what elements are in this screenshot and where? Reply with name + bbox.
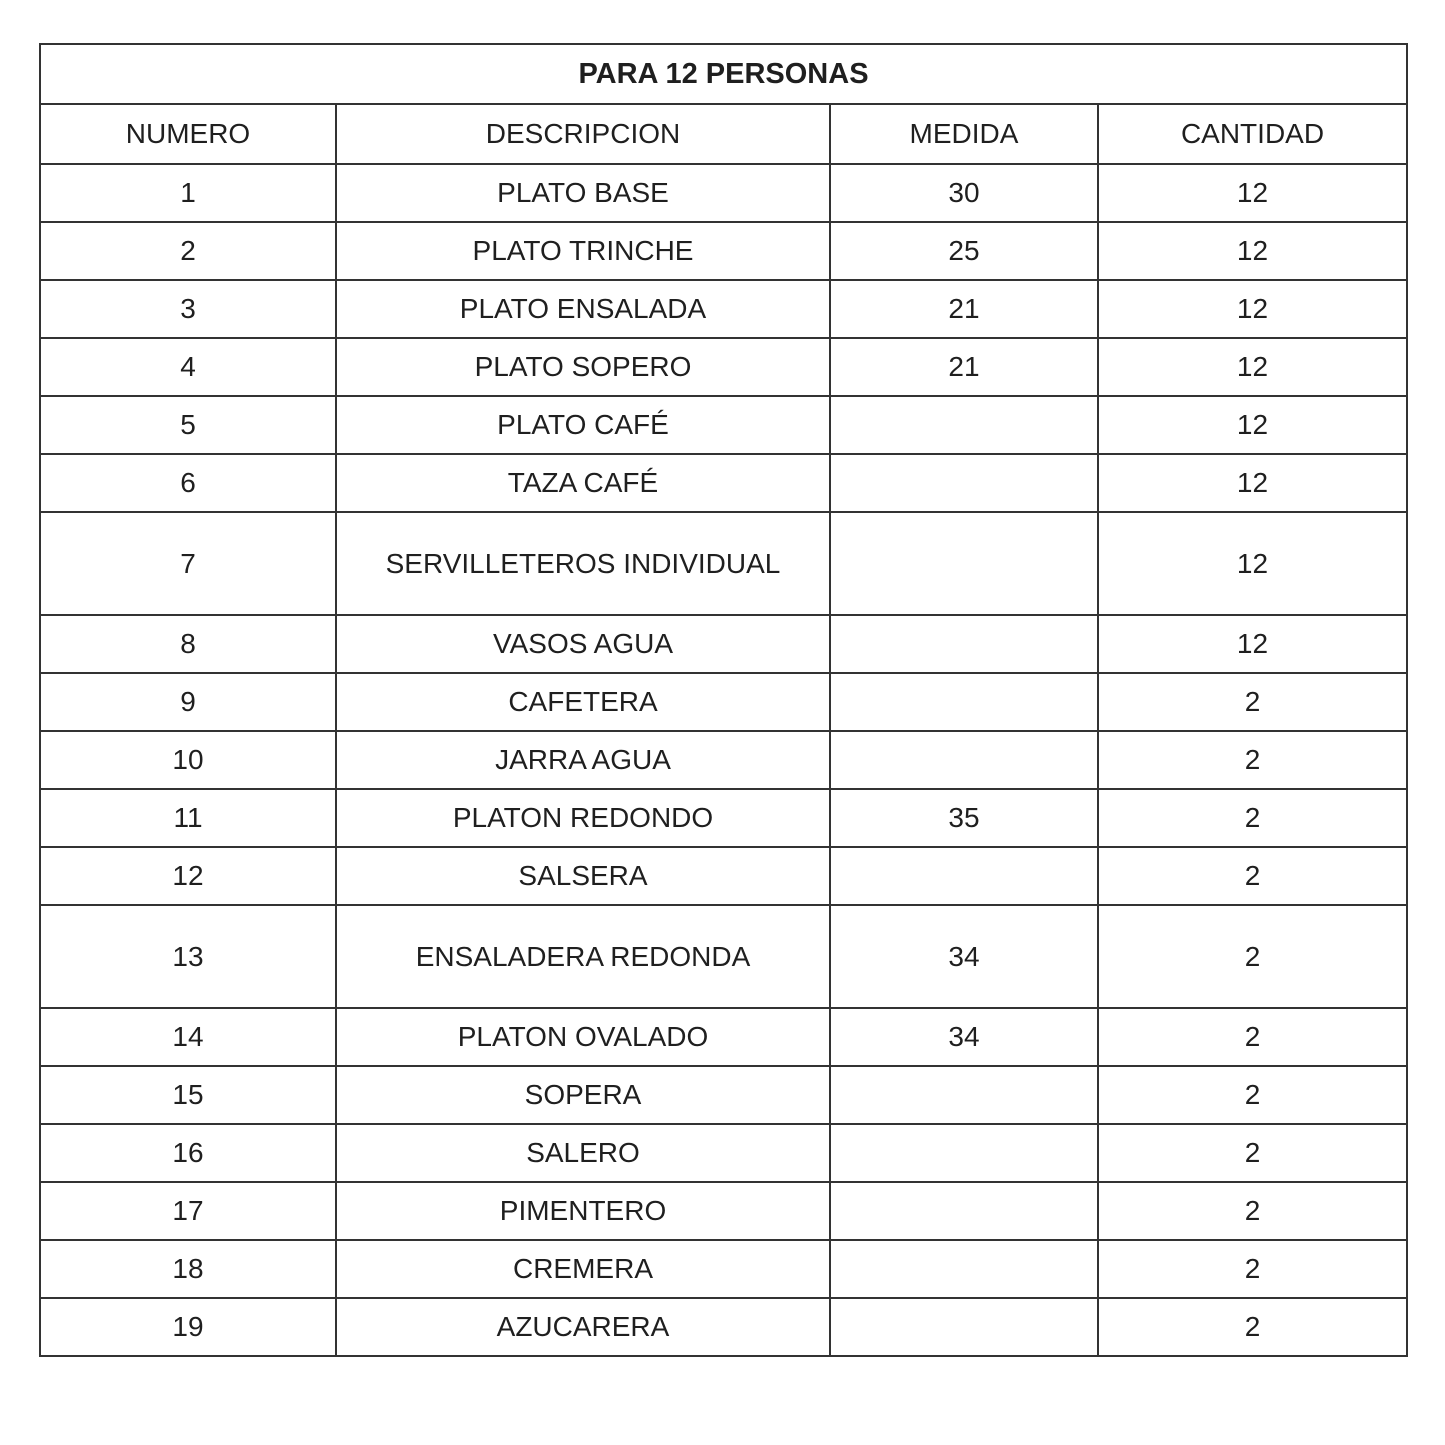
- table-row: [40, 338, 1407, 396]
- cell-medida: [830, 847, 1098, 905]
- cell-cantidad: 2: [1098, 731, 1407, 789]
- table-row: [40, 615, 1407, 673]
- cell-numero: 2: [40, 222, 336, 280]
- cell-descripcion: PLATON OVALADO: [336, 1008, 830, 1066]
- cell-numero: 6: [40, 454, 336, 512]
- table-header-row: [40, 104, 1407, 164]
- cell-cantidad: 2: [1098, 789, 1407, 847]
- cell-descripcion: TAZA CAFÉ: [336, 454, 830, 512]
- cell-medida: [830, 454, 1098, 512]
- table-row: [40, 396, 1407, 454]
- cell-descripcion: PLATO SOPERO: [336, 338, 830, 396]
- table-title: PARA 12 PERSONAS: [40, 44, 1407, 104]
- cell-cantidad: 12: [1098, 396, 1407, 454]
- document-sheet: [39, 43, 1408, 1357]
- table-row: [40, 1008, 1407, 1066]
- column-header-medida: MEDIDA: [830, 104, 1098, 164]
- cell-descripcion: SALERO: [336, 1124, 830, 1182]
- cell-numero: 9: [40, 673, 336, 731]
- cell-descripcion: JARRA AGUA: [336, 731, 830, 789]
- table-row: [40, 905, 1407, 1008]
- cell-numero: 1: [40, 164, 336, 222]
- cell-cantidad: 12: [1098, 280, 1407, 338]
- cell-cantidad: 2: [1098, 1124, 1407, 1182]
- table-row: [40, 731, 1407, 789]
- table-row: [40, 1124, 1407, 1182]
- cell-cantidad: 2: [1098, 1240, 1407, 1298]
- table-row: [40, 847, 1407, 905]
- cell-descripcion: VASOS AGUA: [336, 615, 830, 673]
- cell-cantidad: 2: [1098, 1182, 1407, 1240]
- cell-numero: 8: [40, 615, 336, 673]
- cell-numero: 15: [40, 1066, 336, 1124]
- cell-medida: 35: [830, 789, 1098, 847]
- cell-cantidad: 12: [1098, 222, 1407, 280]
- table-row: [40, 164, 1407, 222]
- cell-numero: 3: [40, 280, 336, 338]
- cell-medida: 30: [830, 164, 1098, 222]
- column-header-cantidad: CANTIDAD: [1098, 104, 1407, 164]
- table-row: [40, 1066, 1407, 1124]
- cell-medida: 25: [830, 222, 1098, 280]
- table-row: [40, 1182, 1407, 1240]
- cell-numero: 7: [40, 512, 336, 615]
- cell-medida: [830, 396, 1098, 454]
- cell-descripcion: AZUCARERA: [336, 1298, 830, 1356]
- cell-medida: [830, 673, 1098, 731]
- column-header-descripcion: DESCRIPCION: [336, 104, 830, 164]
- cell-descripcion: PLATO BASE: [336, 164, 830, 222]
- cell-descripcion: PLATO TRINCHE: [336, 222, 830, 280]
- cell-cantidad: 2: [1098, 1066, 1407, 1124]
- cell-cantidad: 12: [1098, 454, 1407, 512]
- table-row: [40, 1240, 1407, 1298]
- cell-numero: 18: [40, 1240, 336, 1298]
- cell-descripcion: SOPERA: [336, 1066, 830, 1124]
- table-row: [40, 512, 1407, 615]
- cell-cantidad: 2: [1098, 673, 1407, 731]
- cell-numero: 4: [40, 338, 336, 396]
- cell-descripcion: PIMENTERO: [336, 1182, 830, 1240]
- table-row: [40, 454, 1407, 512]
- cell-numero: 11: [40, 789, 336, 847]
- cell-descripcion: PLATON REDONDO: [336, 789, 830, 847]
- cell-cantidad: 2: [1098, 1298, 1407, 1356]
- table-title-row: [40, 44, 1407, 104]
- cell-medida: [830, 615, 1098, 673]
- cell-medida: [830, 1240, 1098, 1298]
- cell-cantidad: 2: [1098, 905, 1407, 1008]
- cell-numero: 17: [40, 1182, 336, 1240]
- cell-descripcion: SALSERA: [336, 847, 830, 905]
- cell-medida: [830, 1182, 1098, 1240]
- cell-descripcion: SERVILLETEROS INDIVIDUAL: [336, 512, 830, 615]
- cell-cantidad: 2: [1098, 1008, 1407, 1066]
- cell-cantidad: 2: [1098, 847, 1407, 905]
- table-row: [40, 789, 1407, 847]
- cell-medida: [830, 512, 1098, 615]
- cell-numero: 5: [40, 396, 336, 454]
- cell-descripcion: ENSALADERA REDONDA: [336, 905, 830, 1008]
- cell-medida: 34: [830, 1008, 1098, 1066]
- cell-cantidad: 12: [1098, 164, 1407, 222]
- cell-descripcion: CREMERA: [336, 1240, 830, 1298]
- cell-medida: 34: [830, 905, 1098, 1008]
- table-row: [40, 222, 1407, 280]
- cell-numero: 16: [40, 1124, 336, 1182]
- cell-descripcion: PLATO CAFÉ: [336, 396, 830, 454]
- cell-medida: [830, 731, 1098, 789]
- para-12-personas-table: [39, 43, 1408, 1357]
- cell-medida: 21: [830, 338, 1098, 396]
- column-header-numero: NUMERO: [40, 104, 336, 164]
- table-row: [40, 673, 1407, 731]
- cell-medida: [830, 1066, 1098, 1124]
- cell-cantidad: 12: [1098, 512, 1407, 615]
- cell-medida: 21: [830, 280, 1098, 338]
- table-row: [40, 1298, 1407, 1356]
- table-row: [40, 280, 1407, 338]
- cell-numero: 14: [40, 1008, 336, 1066]
- cell-numero: 10: [40, 731, 336, 789]
- cell-cantidad: 12: [1098, 338, 1407, 396]
- table-body: [40, 164, 1407, 1356]
- cell-descripcion: CAFETERA: [336, 673, 830, 731]
- cell-medida: [830, 1124, 1098, 1182]
- cell-numero: 13: [40, 905, 336, 1008]
- cell-numero: 12: [40, 847, 336, 905]
- cell-numero: 19: [40, 1298, 336, 1356]
- cell-cantidad: 12: [1098, 615, 1407, 673]
- cell-descripcion: PLATO ENSALADA: [336, 280, 830, 338]
- cell-medida: [830, 1298, 1098, 1356]
